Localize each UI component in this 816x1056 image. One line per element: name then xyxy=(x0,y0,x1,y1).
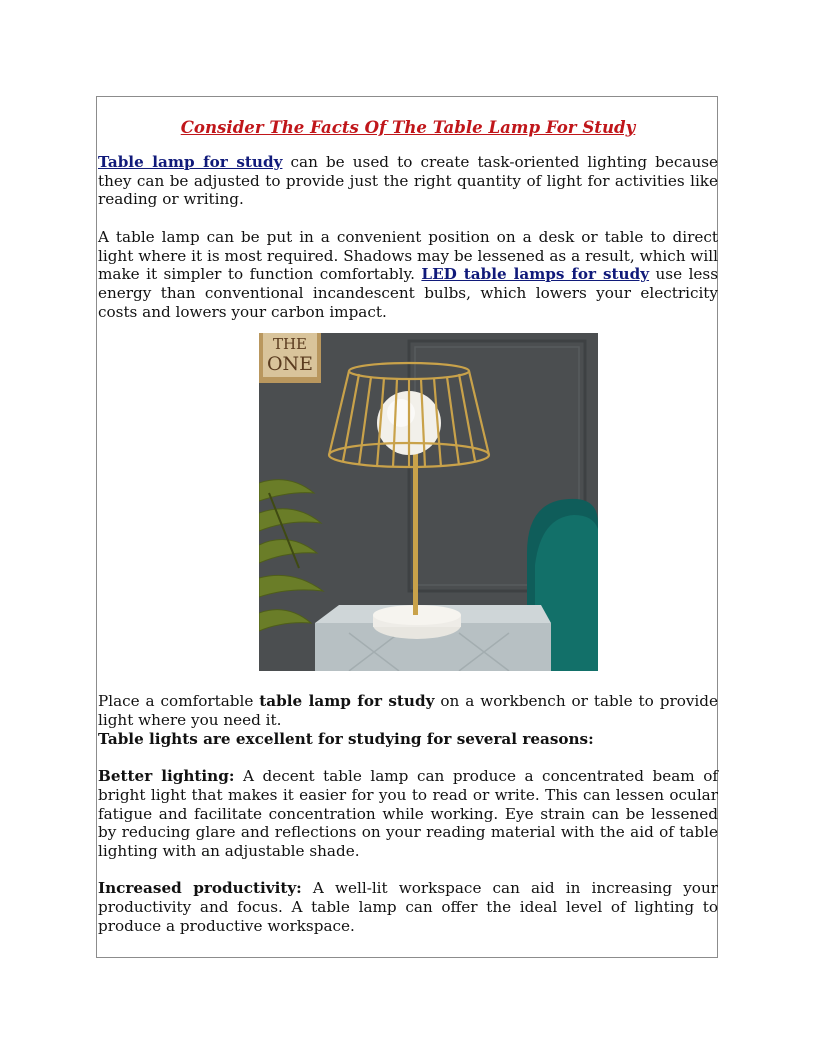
document-title: Consider The Facts Of The Table Lamp For Study xyxy=(180,117,636,137)
paragraph-placement-bold: table lamp for study xyxy=(259,692,435,711)
reasons-heading: Table lights are excellent for studying for several reasons: xyxy=(98,729,594,748)
svg-text:ONE: ONE xyxy=(266,353,314,376)
paragraph-positioning xyxy=(98,228,718,322)
svg-text:THE: THE xyxy=(272,335,308,354)
reason-productivity-text: A well-lit workspace can aid in increasing your productivity and focus. A table lamp can offer the ideal level of lighting to produce a productive workspace. xyxy=(98,879,718,935)
table-lamp-link[interactable]: Table lamp for study xyxy=(98,153,283,171)
reason-productivity xyxy=(98,879,718,935)
reason-better-lighting-text: A decent table lamp can produce a concentrated beam of bright light that makes it easier for you to read or write. This can lessen ocular fatigue and facilitate concentration while working. Eye strain can be lessened by reducing glare and reflections on your reading material with the aid of table lighting with an adjustable shade. xyxy=(98,767,718,860)
document-body xyxy=(98,116,718,935)
reason-better-lighting xyxy=(98,767,718,861)
paragraph-placement-text-a: Place a comfortable xyxy=(98,692,260,711)
lamp-stem xyxy=(413,443,418,615)
reason-better-lighting-label: Better lighting: xyxy=(98,767,235,786)
paragraph-positioning-text-a: A table lamp can be put in a convenient position on a desk or table to direct light where it is most required. Shadows may be lessened as a result, which will make it simpler to function comfortably. xyxy=(98,227,718,284)
paragraph-placement-text-b: on a workbench or table to provide light where you need it. xyxy=(98,692,718,730)
paragraph-placement xyxy=(98,692,718,729)
paragraph-intro-text: can be used to create task-oriented lighting because they can be adjusted to provide just the right quantity of light for activities like reading or writing. xyxy=(98,153,719,209)
table-lamp-photo xyxy=(259,333,598,671)
paragraph-intro xyxy=(98,153,718,209)
reason-productivity-label: Increased productivity: xyxy=(98,879,302,898)
led-table-lamps-link[interactable]: LED table lamps for study xyxy=(421,265,650,284)
wall-sign xyxy=(259,333,321,383)
paragraph-positioning-text-b: use less energy than conventional incandescent bulbs, which lowers your electricity costs and lowers your carbon impact. xyxy=(98,265,718,321)
